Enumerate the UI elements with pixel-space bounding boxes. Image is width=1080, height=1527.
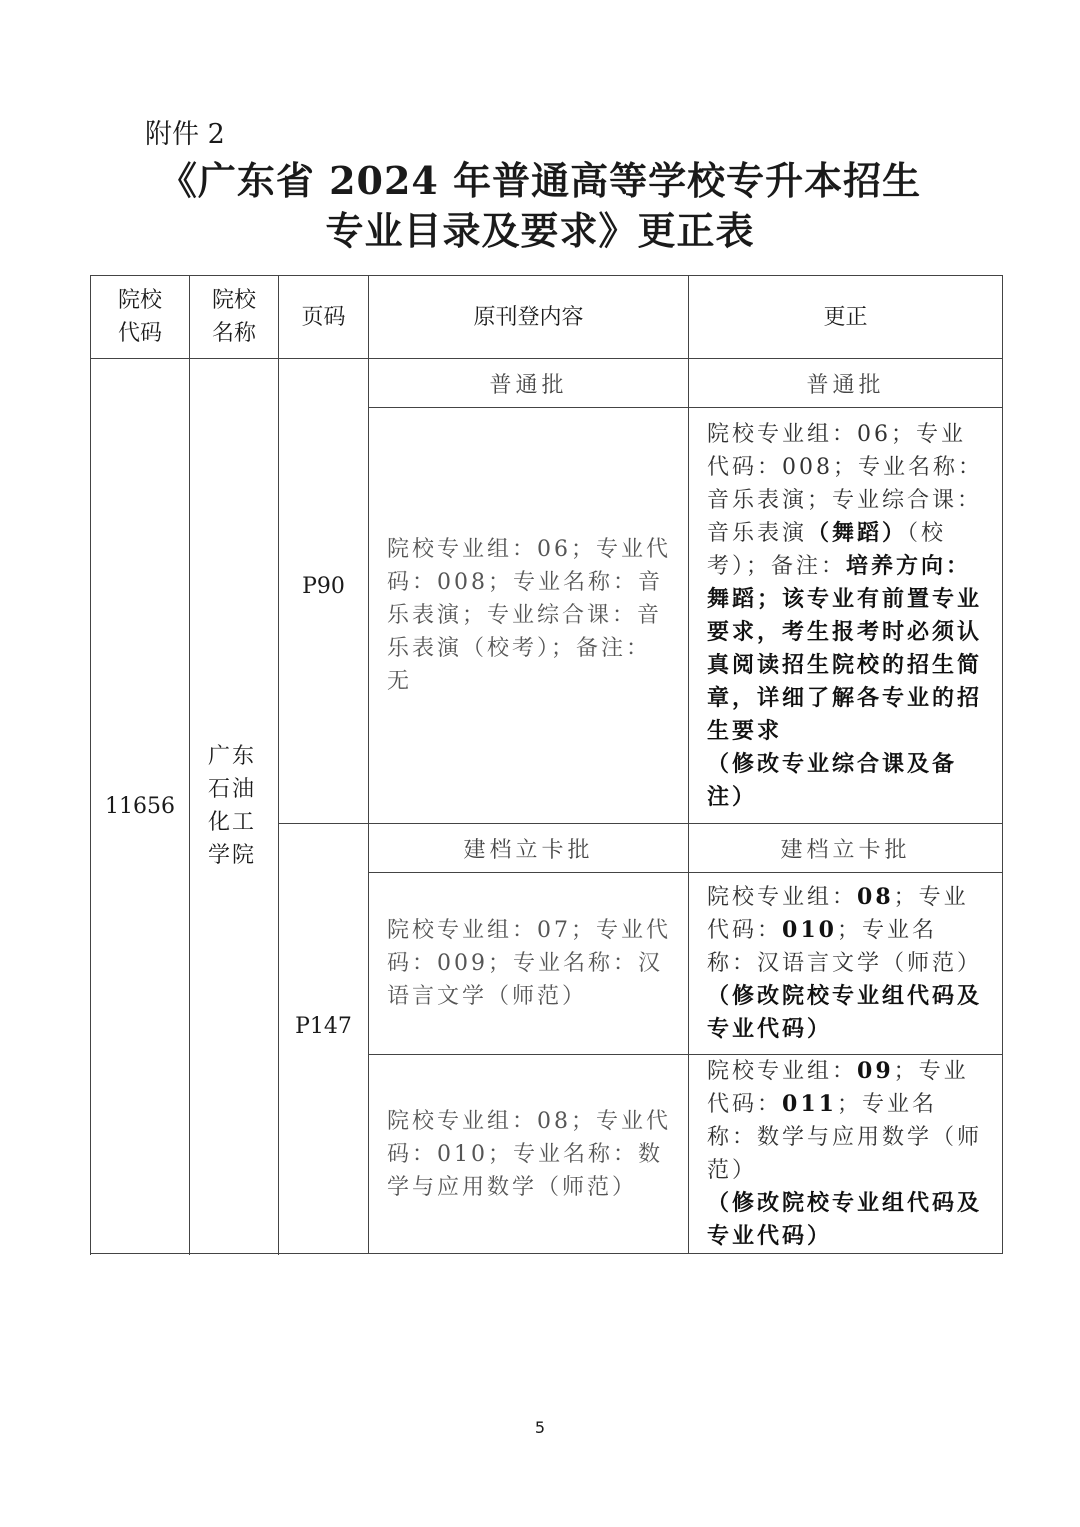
row1-correction-d: 培养方向：舞蹈；该专业有前置专业要求，考生报考时必须认真阅读招生院校的招生简章，详细了解各专业的招生要求 <box>707 552 983 744</box>
row3-original: 院校专业组：08；专业代码：010；专业名称：数学与应用数学（师范） <box>369 1055 689 1254</box>
page-cell-p90: P90 <box>279 359 369 824</box>
row2-c2: 08 <box>857 884 894 910</box>
row3-c4: 011 <box>782 1091 837 1117</box>
row2-c5: ；专业名称：汉语言文学（师范） <box>707 918 983 976</box>
row2-c4: 010 <box>782 917 837 943</box>
title-line-2: 专业目录及要求》更正表 <box>325 208 755 253</box>
row3-c3: ；专业代码： <box>707 1059 969 1117</box>
header-school-name: 院校名称 <box>190 276 279 359</box>
row2-c1: 院校专业组： <box>707 885 858 910</box>
batch-normal-original: 普通批 <box>369 359 689 408</box>
batch-normal-correction: 普通批 <box>689 359 1003 408</box>
row2-original: 院校专业组：07；专业代码：009；专业名称：汉语言文学（师范） <box>369 873 689 1055</box>
row1-correction-note: （修改专业综合课及备注） <box>707 750 958 810</box>
header-row <box>91 276 1003 359</box>
row1-original: 院校专业组：06；专业代码：008；专业名称：音乐表演；专业综合课：音乐表演（校考）；备注：无 <box>369 408 689 824</box>
school-name-cell: 广东石油化工学院 <box>190 359 279 1254</box>
row2-c3: ；专业代码： <box>707 885 969 943</box>
correction-table <box>90 275 1003 1254</box>
row3-note: （修改院校专业组代码及专业代码） <box>707 1190 983 1249</box>
row1-correction-c: （校考）；备注： <box>707 520 947 579</box>
row3-correction <box>689 1055 1003 1254</box>
school-code-cell: 11656 <box>91 359 190 1254</box>
row3-c2: 09 <box>857 1058 894 1084</box>
title-line-1: 《广东省 2024 年普通高等学校专升本招生 <box>158 158 922 203</box>
row1-correction-a: 院校专业组：06；专业代码：008；专业名称：音乐表演；专业综合课：音乐表演 <box>707 421 983 546</box>
page-cell-p147: P147 <box>279 824 369 1254</box>
row3-c5: ；专业名称：数学与应用数学（师范） <box>707 1092 983 1183</box>
batch-card-correction: 建档立卡批 <box>689 824 1003 873</box>
row2-correction <box>689 873 1003 1055</box>
row2-note: （修改院校专业组代码及专业代码） <box>707 983 983 1042</box>
batch-card-original: 建档立卡批 <box>369 824 689 873</box>
row1-correction-b: （舞蹈） <box>807 519 908 546</box>
page-number: 5 <box>534 1418 546 1437</box>
header-correction: 更正 <box>689 276 1003 359</box>
row3-c1: 院校专业组： <box>707 1059 858 1084</box>
header-school-code: 院校代码 <box>91 276 190 359</box>
header-page: 页码 <box>279 276 369 359</box>
row1-correction <box>689 408 1003 824</box>
attachment-label: 附件 2 <box>145 119 225 150</box>
header-original: 原刊登内容 <box>369 276 689 359</box>
